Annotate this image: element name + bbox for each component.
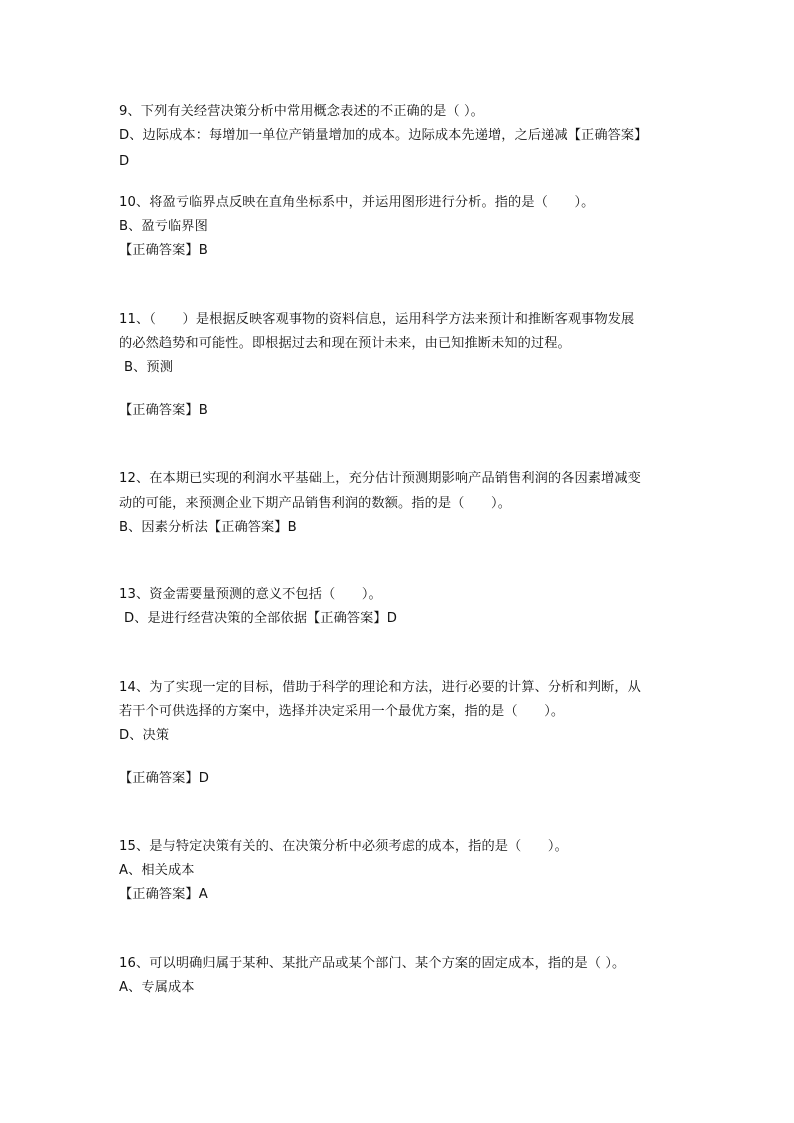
- question-11-answer: 【正确答案】B: [119, 403, 208, 418]
- question-12-text-line-2: 动的可能，来预测企业下期产品销售利润的数额。指的是（ ）。: [119, 496, 512, 511]
- question-9-answer: D、边际成本：每增加一单位产销量增加的成本。边际成本先递增，之后递减【正确答案】: [119, 128, 648, 143]
- question-11-option: B、预测: [124, 360, 174, 375]
- question-11-text-line-2: 的必然趋势和可能性。即根据过去和现在预计未来，由已知推断未知的过程。: [119, 336, 571, 351]
- question-9-text: 9、下列有关经营决策分析中常用概念表述的不正确的是（ ）。: [119, 104, 484, 119]
- question-10-answer: 【正确答案】B: [119, 243, 208, 258]
- question-10-text: 10、将盈亏临界点反映在直角坐标系中，并运用图形进行分析。指的是（ ）。: [119, 195, 595, 210]
- question-15-answer: 【正确答案】A: [119, 887, 208, 902]
- question-13-answer: D、是进行经营决策的全部依据【正确答案】D: [124, 611, 397, 626]
- question-12-answer: B、因素分析法【正确答案】B: [119, 520, 297, 535]
- question-14-answer: 【正确答案】D: [119, 771, 209, 786]
- question-14-text-line-2: 若干个可供选择的方案中，选择并决定采用一个最优方案，指的是（ ）。: [119, 704, 565, 719]
- question-9-answer-letter: D: [119, 154, 130, 169]
- question-15-text: 15、是与特定决策有关的、在决策分析中必须考虑的成本，指的是（ ）。: [119, 839, 568, 854]
- question-13-text: 13、资金需要量预测的意义不包括（ ）。: [119, 587, 382, 602]
- question-16-text: 16、可以明确归属于某种、某批产品或某个部门、某个方案的固定成本，指的是（ ）。: [119, 956, 626, 971]
- question-14-text-line-1: 14、为了实现一定的目标，借助于科学的理论和方法，进行必要的计算、分析和判断，从: [119, 680, 641, 695]
- question-16-option: A、专属成本: [119, 980, 195, 995]
- question-11-text-line-1: 11、（ ）是根据反映客观事物的资料信息，运用科学方法来预计和推断客观事物发展: [119, 312, 635, 327]
- question-15-option: A、相关成本: [119, 863, 195, 878]
- question-12-text-line-1: 12、在本期已实现的利润水平基础上，充分估计预测期影响产品销售利润的各因素增减变: [119, 471, 641, 486]
- question-14-option: D、决策: [119, 728, 170, 743]
- question-10-option: B、盈亏临界图: [119, 219, 208, 234]
